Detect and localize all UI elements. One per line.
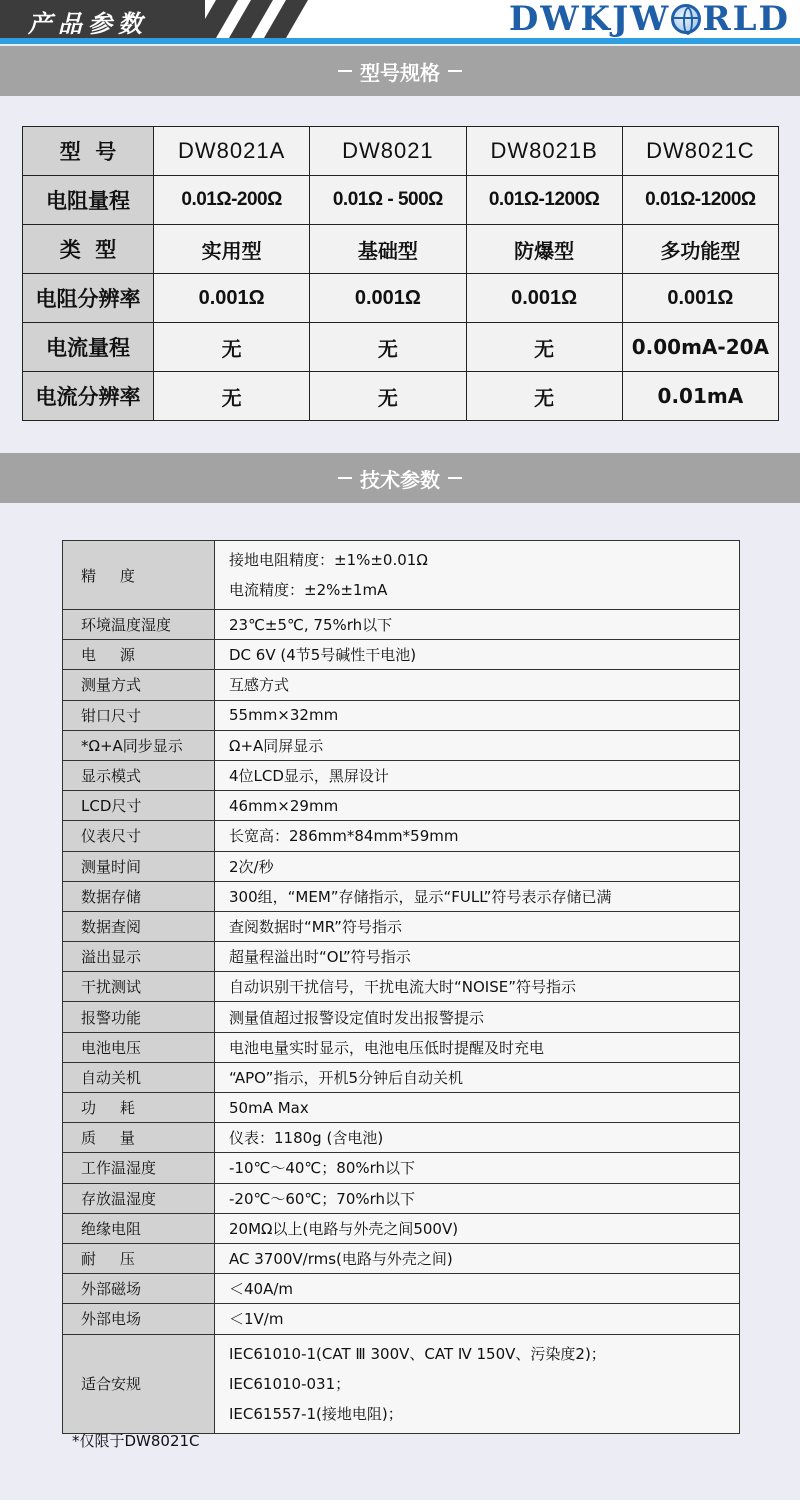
row-header: 型 号: [23, 127, 154, 176]
table-row: [63, 610, 740, 640]
table-cell: 0.01Ω - 500Ω: [310, 176, 466, 225]
section-bar-tech-params: [0, 453, 800, 503]
param-value: [215, 1062, 740, 1092]
param-name: 功 耗: [63, 1093, 215, 1123]
row-header: 电阻分辨率: [23, 274, 154, 323]
param-value: [215, 1304, 740, 1334]
table-row: [63, 1274, 740, 1304]
param-value: [215, 911, 740, 941]
table-row: [23, 176, 779, 225]
param-name: 测量方式: [63, 670, 215, 700]
param-value-line: Ω+A同屏显示: [229, 736, 324, 755]
param-value: [215, 610, 740, 640]
footnote: *仅限于DW8021C: [72, 1432, 200, 1450]
param-value-line: 55mm×32mm: [229, 706, 339, 725]
param-value-line: -20℃～60℃；70%rh以下: [229, 1189, 416, 1208]
param-value-line: IEC61010-031；: [229, 1374, 351, 1393]
table-row: [63, 1002, 740, 1032]
param-name: 工作温湿度: [63, 1153, 215, 1183]
table-row: [63, 670, 740, 700]
table-row: [63, 851, 740, 881]
param-value-line: 查阅数据时“MR”符号指示: [229, 917, 402, 936]
param-value-line: ＜40A/m: [229, 1280, 294, 1299]
table-row: [63, 1153, 740, 1183]
param-name: 干扰测试: [63, 972, 215, 1002]
param-name: *Ω+A同步显示: [63, 730, 215, 760]
table-row: [63, 1304, 740, 1334]
param-name: 电池电压: [63, 1032, 215, 1062]
param-value-line: 电流精度：±2%±1mA: [229, 581, 388, 599]
param-value-line: 互感方式: [229, 676, 290, 695]
param-name: 自动关机: [63, 1062, 215, 1092]
table-row: [63, 972, 740, 1002]
param-name: 质 量: [63, 1123, 215, 1153]
section-bar-model-spec: [0, 46, 800, 96]
param-value: [215, 1334, 740, 1433]
param-value: [215, 1274, 740, 1304]
param-name: 测量时间: [63, 851, 215, 881]
decorative-stripe: [264, 0, 308, 38]
param-value-line: 长宽高：286mm*84mm*59mm: [229, 827, 459, 846]
param-name: 数据存储: [63, 881, 215, 911]
table-cell: 0.001Ω: [466, 274, 622, 323]
dash-decoration: [338, 70, 352, 72]
param-name: 电 源: [63, 640, 215, 670]
param-name: 报警功能: [63, 1002, 215, 1032]
param-value: [215, 541, 740, 610]
table-cell: 0.01Ω-1200Ω: [466, 176, 622, 225]
param-name: 存放温湿度: [63, 1183, 215, 1213]
table-cell: 无: [466, 323, 622, 372]
brand-text-right: RLD: [702, 0, 790, 38]
table-row: [63, 1123, 740, 1153]
param-value: [215, 1183, 740, 1213]
row-header: 电流分辨率: [23, 372, 154, 421]
param-name: 精 度: [63, 541, 215, 610]
table-row: [63, 881, 740, 911]
table-cell: 多功能型: [622, 225, 778, 274]
param-name: 仪表尺寸: [63, 821, 215, 851]
param-value-line: 电池电量实时显示，电池电压低时提醒及时充电: [229, 1038, 545, 1057]
param-value-line: 4位LCD显示，黑屏设计: [229, 767, 389, 786]
table-row: [23, 372, 779, 421]
table-cell: 无: [310, 323, 466, 372]
table-cell: 无: [154, 372, 310, 421]
table-cell: 0.001Ω: [154, 274, 310, 323]
param-value: [215, 1032, 740, 1062]
param-value-line: “APO”指示，开机5分钟后自动关机: [229, 1068, 464, 1087]
accent-bar: [0, 38, 800, 44]
model-spec-table: [22, 126, 779, 421]
param-value: [215, 1093, 740, 1123]
param-name: 显示模式: [63, 760, 215, 790]
param-value-line: 仪表：1180g (含电池): [229, 1129, 384, 1148]
param-name: 适合安规: [63, 1334, 215, 1433]
table-row: [63, 821, 740, 851]
row-header: 电阻量程: [23, 176, 154, 225]
param-value-line: ＜1V/m: [229, 1310, 284, 1329]
param-name: 数据查阅: [63, 911, 215, 941]
param-value: [215, 942, 740, 972]
table-cell: 无: [310, 372, 466, 421]
table-cell: 无: [466, 372, 622, 421]
dash-decoration: [448, 70, 462, 72]
param-name: 耐 压: [63, 1243, 215, 1273]
param-value-line: AC 3700V/rms(电路与外壳之间): [229, 1250, 453, 1269]
table-cell: 实用型: [154, 225, 310, 274]
table-row: [63, 640, 740, 670]
table-cell: DW8021: [310, 127, 466, 176]
param-value-line: 46mm×29mm: [229, 796, 339, 815]
dash-decoration: [448, 477, 462, 479]
param-value-line: 接地电阻精度：±1%±0.01Ω: [229, 551, 428, 569]
param-value-line: 50mA Max: [229, 1098, 309, 1117]
header-banner: [0, 0, 800, 38]
param-value-line: 23℃±5℃, 75%rh以下: [229, 616, 393, 635]
param-value: [215, 1002, 740, 1032]
dash-decoration: [338, 477, 352, 479]
param-value-line: DC 6V (4节5号碱性干电池): [229, 646, 417, 665]
param-value: [215, 1123, 740, 1153]
section-title: 技术参数: [360, 467, 440, 492]
param-value: [215, 791, 740, 821]
param-value: [215, 760, 740, 790]
table-row: [63, 730, 740, 760]
table-cell: 基础型: [310, 225, 466, 274]
tech-params-table: [62, 540, 740, 1434]
table-row: [63, 760, 740, 790]
param-value: [215, 640, 740, 670]
param-name: 外部磁场: [63, 1274, 215, 1304]
table-row: [23, 127, 779, 176]
param-value-line: 20MΩ以上(电路与外壳之间500V): [229, 1219, 459, 1238]
table-cell: 0.01Ω-200Ω: [154, 176, 310, 225]
param-value: [215, 881, 740, 911]
param-name: LCD尺寸: [63, 791, 215, 821]
param-name: 外部电场: [63, 1304, 215, 1334]
table-row: [63, 1093, 740, 1123]
table-cell: DW8021C: [622, 127, 778, 176]
table-row: [23, 323, 779, 372]
param-value: [215, 700, 740, 730]
table-cell: DW8021A: [154, 127, 310, 176]
table-cell: 防爆型: [466, 225, 622, 274]
table-row: [63, 1032, 740, 1062]
param-value: [215, 1213, 740, 1243]
param-name: 钳口尺寸: [63, 700, 215, 730]
param-value-line: -10℃～40℃；80%rh以下: [229, 1159, 416, 1178]
table-cell: 无: [154, 323, 310, 372]
table-row: [63, 1062, 740, 1092]
param-name: 溢出显示: [63, 942, 215, 972]
table-row: [63, 942, 740, 972]
param-value: [215, 1153, 740, 1183]
table-row: [23, 225, 779, 274]
table-cell: 0.01mA: [622, 372, 778, 421]
param-value-line: 2次/秒: [229, 857, 274, 876]
table-row: [63, 700, 740, 730]
param-value-line: 测量值超过报警设定值时发出报警提示: [229, 1008, 485, 1027]
table-row: [63, 791, 740, 821]
param-value-line: IEC61557-1(接地电阻)；: [229, 1404, 403, 1423]
table-cell: 0.00mA-20A: [622, 323, 778, 372]
row-header: 类 型: [23, 225, 154, 274]
param-name: 绝缘电阻: [63, 1213, 215, 1243]
table-row: [63, 1183, 740, 1213]
param-value-line: 超量程溢出时“OL”符号指示: [229, 948, 411, 967]
table-cell: 0.001Ω: [622, 274, 778, 323]
page-title: 产品参数: [28, 9, 148, 38]
param-value: [215, 670, 740, 700]
param-value-line: 自动识别干扰信号，干扰电流大时“NOISE”符号指示: [229, 978, 576, 997]
table-row: [63, 1243, 740, 1273]
table-cell: 0.001Ω: [310, 274, 466, 323]
param-name: 环境温度湿度: [63, 610, 215, 640]
table-row: [63, 911, 740, 941]
param-value: [215, 821, 740, 851]
param-value-line: 300组，“MEM”存储指示，显示“FULL”符号表示存储已满: [229, 887, 612, 906]
table-row: [63, 541, 740, 610]
table-row: [63, 1334, 740, 1433]
globe-icon: [671, 4, 701, 34]
param-value: [215, 851, 740, 881]
table-cell: 0.01Ω-1200Ω: [622, 176, 778, 225]
brand-logo: [509, 0, 790, 38]
row-header: 电流量程: [23, 323, 154, 372]
param-value: [215, 972, 740, 1002]
table-row: [23, 274, 779, 323]
param-value-line: IEC61010-1(CAT Ⅲ 300V、CAT Ⅳ 150V、污染度2)；: [229, 1344, 606, 1363]
table-cell: DW8021B: [466, 127, 622, 176]
section-title: 型号规格: [360, 60, 440, 85]
param-value: [215, 1243, 740, 1273]
table-row: [63, 1213, 740, 1243]
param-value: [215, 730, 740, 760]
brand-text-left: DWKJW: [508, 0, 671, 38]
